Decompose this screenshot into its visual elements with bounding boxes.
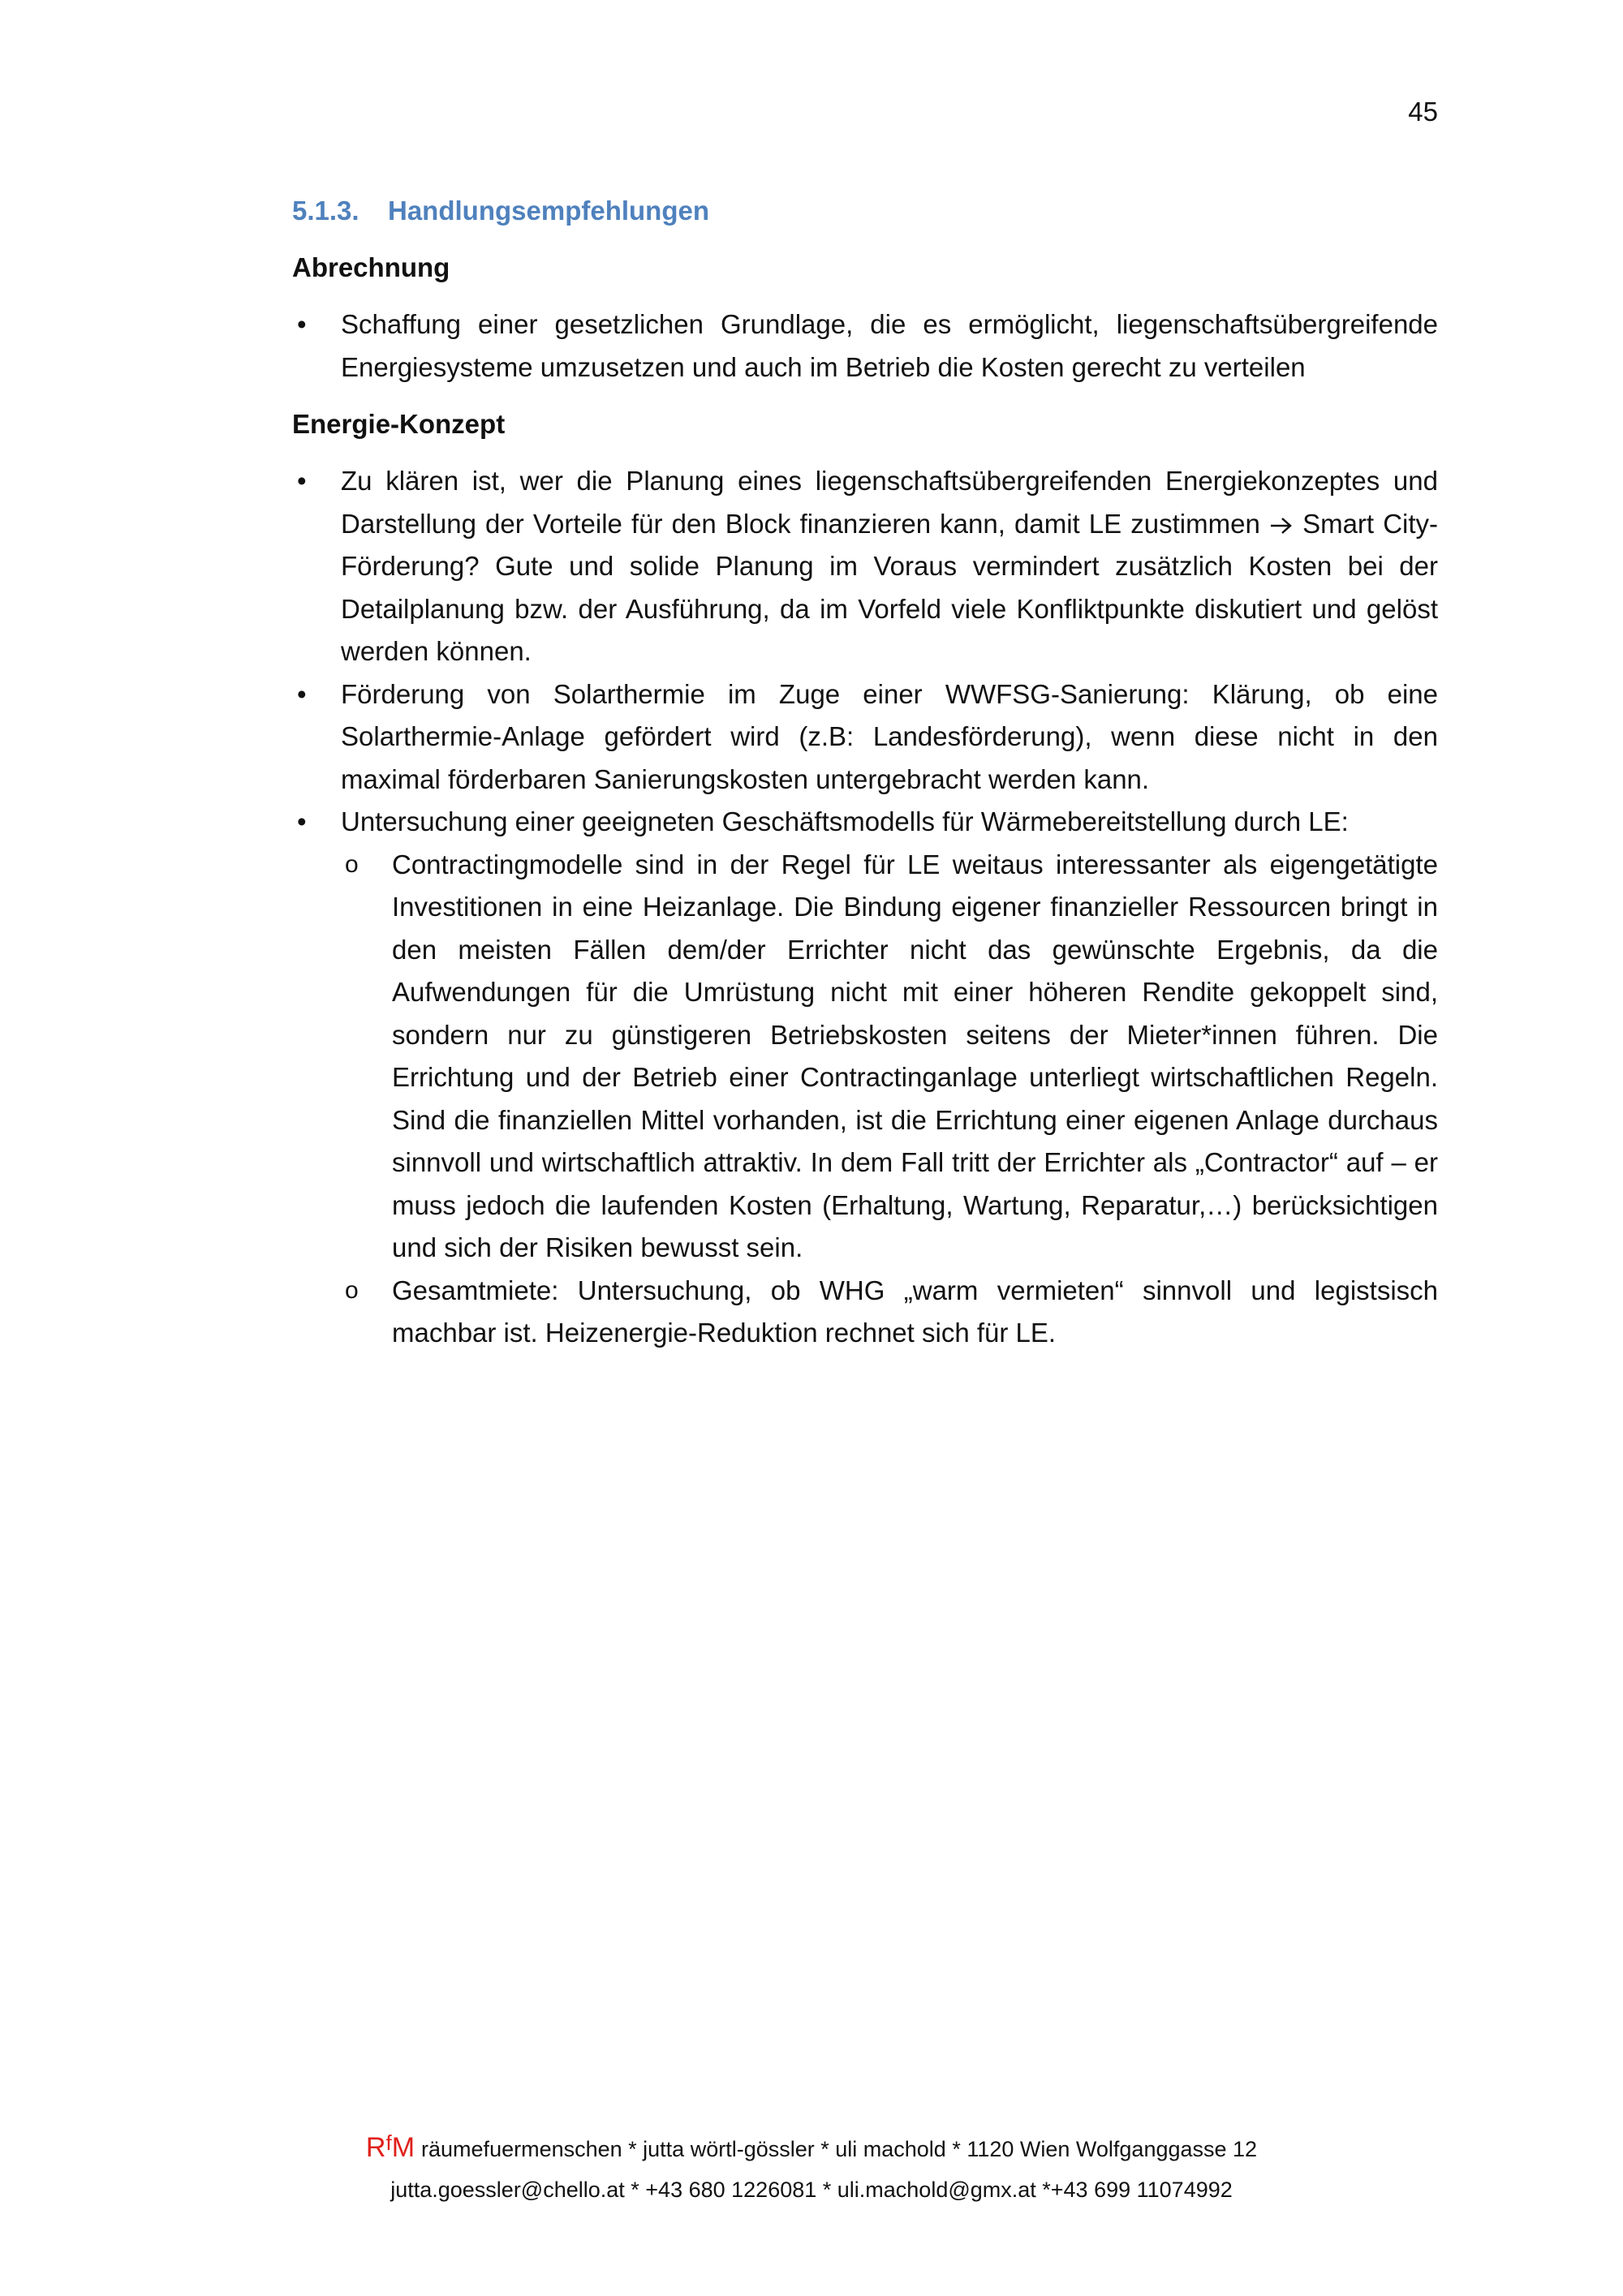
list-item: [292, 801, 1438, 1355]
list-item-text-continued: Smart City-Förderung? Gute und solide Planung im Voraus vermindert zusätzlich Kosten bei der Detailplanung bzw. der Ausführung, da im Vorfeld viele Konfliktpunkte diskutiert und gelöst werden können.: [341, 508, 1439, 666]
circle-bullet-icon: o: [345, 850, 359, 878]
energie-list: [292, 460, 1438, 1355]
page-number: 45: [1408, 97, 1438, 127]
list-item: [292, 673, 1438, 802]
footer-address: räumefuermenschen * jutta wörtl-gössler * uli machold * 1120 Wien Wolfganggasse 12: [421, 2137, 1258, 2161]
footer-contact: jutta.goessler@chello.at * +43 680 1226081 * uli.machold@gmx.at *+43 699 11074992: [390, 2178, 1233, 2202]
list-item-text: Förderung von Solarthermie im Zuge einer WWFSG-Sanierung: Klärung, ob eine Solarthermie-Anlage gefördert wird (z.B: Landesförderung), wenn diese nicht in den maximal förderbaren Sanierungskosten untergebracht werden kann.: [341, 678, 1438, 794]
sub-list-item: [341, 1270, 1438, 1355]
section-title: Handlungsempfehlungen: [388, 196, 709, 226]
list-item: [292, 303, 1438, 389]
list-item-text: Schaffung einer gesetzlichen Grundlage, die es ermöglicht, liegenschaftsübergreifende Energiesysteme umzusetzen und auch im Betrieb die Kosten gerecht zu verteilen: [341, 309, 1438, 382]
main-content: [292, 193, 1438, 1355]
section-heading: [292, 193, 1438, 229]
arrow-right-icon: [1269, 516, 1294, 535]
bullet-icon: •: [297, 309, 307, 339]
bullet-icon: •: [297, 678, 307, 709]
list-item-text: Untersuchung einer geeigneten Geschäftsmodells für Wärmebereitstellung durch LE:: [341, 806, 1349, 836]
bullet-icon: •: [297, 466, 307, 496]
circle-bullet-icon: o: [345, 1276, 359, 1304]
abrechnung-list: [292, 303, 1438, 389]
sub-list-item-text: Gesamtmiete: Untersuchung, ob WHG „warm vermieten“ sinnvoll und legistsisch machbar ist. Heizenergie-Reduktion rechnet sich für LE.: [392, 1275, 1438, 1348]
section-number: 5.1.3.: [292, 196, 359, 226]
subheading-energie-konzept: Energie-Konzept: [292, 409, 506, 439]
list-item: [292, 460, 1438, 673]
list-item-text: Zu klären ist, wer die Planung eines liegenschaftsübergreifenden Energiekonzeptes und Darstellung der Vorteile für den Block finanzieren kann, damit LE zustimmen: [341, 466, 1438, 539]
sub-list-item-text: Contractingmodelle sind in der Regel für LE weitaus interessanter als eigengetätigte Investitionen in eine Heizanlage. Die Bindung eigener finanzieller Ressourcen bringt in den meisten Fällen dem/der Errichter nicht das gewünschte Ergebnis, da die Aufwendungen für die Umrüstung nicht mit einer höheren Rendite gekoppelt sind, sondern nur zu günstigeren Betriebskosten seitens der Mieter*innen führen. Die Errichtung und der Betrieb einer Contractinganlage unterliegt wirtschaftlichen Regeln. Sind die finanziellen Mittel vorhanden, ist die Errichtung einer eigenen Anlage durchaus sinnvoll und wirtschaftlich attraktiv. In dem Fall tritt der Errichter als „Contractor“ auf – er muss jedoch die laufenden Kosten (Erhaltung, Wartung, Reparatur,…) berücksichtigen und sich der Risiken bewusst sein.: [392, 849, 1438, 1262]
sub-list: [341, 844, 1438, 1355]
rfm-logo: $R^fM$: [365, 2130, 415, 2163]
sub-list-item: [341, 844, 1438, 1270]
subheading-abrechnung: Abrechnung: [292, 252, 450, 282]
page-footer: [0, 2122, 1623, 2210]
bullet-icon: •: [297, 806, 307, 836]
footer-line-1: [0, 2122, 1623, 2169]
